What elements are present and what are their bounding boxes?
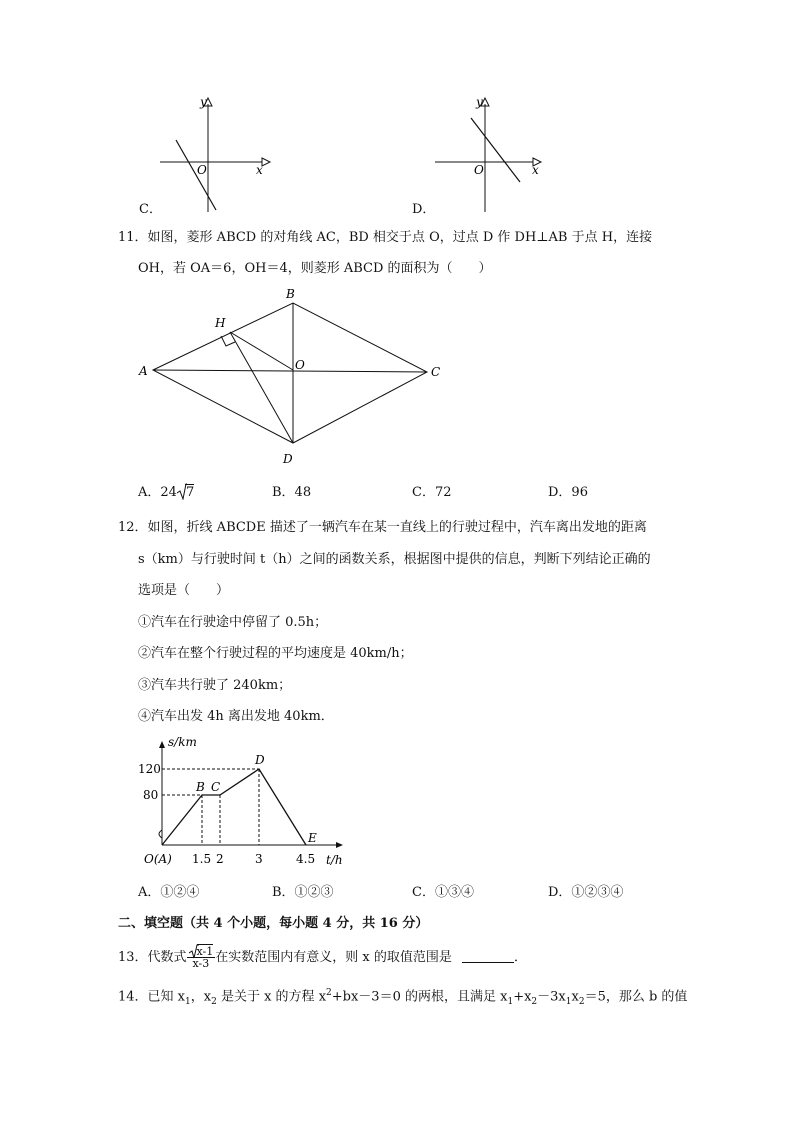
option-d-label: D． [412, 202, 436, 217]
q12-statement-3: ③汽车共行驶了 240km； [138, 678, 292, 693]
q13-suffix: 在实数范围内有意义，则 x 的取值范围是 [215, 950, 452, 965]
q12-statement-4: ④汽车出发 4h 离出发地 40km． [138, 709, 334, 724]
graph-ylabel: s/km [168, 735, 197, 749]
q14-line: 14．已知 $x_1$，$x_2$ 是关于 x 的方程 $x^2+bx-3=0$ 的两根，且满足 $x_1+x_2-3x_1x_2=5$，那么 b 的值 [118, 988, 688, 1007]
q11-option-a: A．24 7 [138, 485, 195, 500]
graph-point-b: B [196, 780, 205, 794]
rhombus-label-b: B [286, 287, 295, 301]
q12-line1: 12．如图，折线 ABCDE 描述了一辆汽车在某一直线上的行驶过程中，汽车离出发地的距离 [118, 520, 647, 535]
q13-answer-blank[interactable] [462, 950, 514, 963]
q11-option-b: B．48 [272, 485, 312, 500]
q12-line3: 选项是（ ） [138, 583, 230, 598]
graph-point-d: D [255, 753, 265, 767]
q11-option-c: C．72 [412, 485, 452, 500]
q13-line: 13．代数式 $\frac{x-1}{x-3}$ 在实数范围内有意义，则 x 的取值范围是 ． [118, 945, 528, 970]
rhombus-label-c: C [431, 365, 441, 379]
graph-c-y-label: y [200, 95, 207, 109]
q12-statement-1: ①汽车在行驶途中停留了 0.5h； [138, 615, 328, 630]
graph-x-4-5: 4.5 [296, 852, 316, 866]
q12-statement-2: ②汽车在整个行驶过程的平均速度是 40km/h； [138, 646, 413, 661]
q13-prefix: 13．代数式 [118, 950, 187, 965]
graph-polyline-abcde [162, 769, 306, 845]
graph-xlabel: t/h [326, 853, 343, 867]
q12-line2: s（km）与行驶时间 t（h）之间的函数关系，根据图中提供的信息，判断下列结论正确的 [138, 552, 651, 567]
graph-x-1-5: 1.5 [192, 852, 212, 866]
rhombus-label-o: O [295, 358, 305, 372]
q11-line1: 11．如图，菱形 ABCD 的对角线 AC，BD 相交于点 O，过点 D 作 DH⊥AB 于点 H，连接 [118, 230, 653, 245]
graph-d-y-label: y [476, 95, 483, 109]
graph-point-c: C [211, 780, 221, 794]
rhombus-label-d: D [283, 452, 293, 466]
graph-origin-label: O(A) [144, 852, 172, 866]
graph-d-x-label: x [532, 163, 539, 177]
graph-option-d [425, 92, 555, 217]
graph-option-c [150, 92, 280, 217]
q13-fraction [187, 946, 216, 969]
graph-c-line [176, 140, 216, 210]
q13-radicand: x-1 [196, 945, 214, 958]
rhombus-figure [135, 285, 455, 470]
q11-line2: OH，若 OA＝6，OH＝4，则菱形 ABCD 的面积为（ ） [138, 261, 492, 276]
graph-x-3: 3 [255, 852, 263, 866]
rhombus-label-h: H [215, 316, 226, 330]
q12-option-d: D．①②③④ [548, 885, 624, 900]
graph-c-origin-label: O [197, 163, 207, 177]
section-2-title: 二、填空题（共 4 个小题，每小题 4 分，共 16 分） [118, 916, 429, 931]
graph-d-origin-label: O [474, 163, 484, 177]
graph-x-2: 2 [216, 852, 224, 866]
graph-y120: 120 [138, 762, 161, 776]
graph-y80: 80 [143, 788, 159, 802]
q12-option-b: B．①②③ [272, 885, 334, 900]
option-c-label: C． [139, 202, 162, 217]
q13-denominator: x-3 [192, 957, 210, 970]
graph-point-e: E [308, 831, 317, 845]
q11-option-d: D．96 [548, 485, 588, 500]
q12-option-c: C．①③④ [412, 885, 474, 900]
graph-c-x-label: x [256, 163, 263, 177]
rhombus-label-a: A [139, 364, 148, 378]
q12-option-a: A．①②④ [138, 885, 200, 900]
distance-time-graph [138, 730, 358, 870]
